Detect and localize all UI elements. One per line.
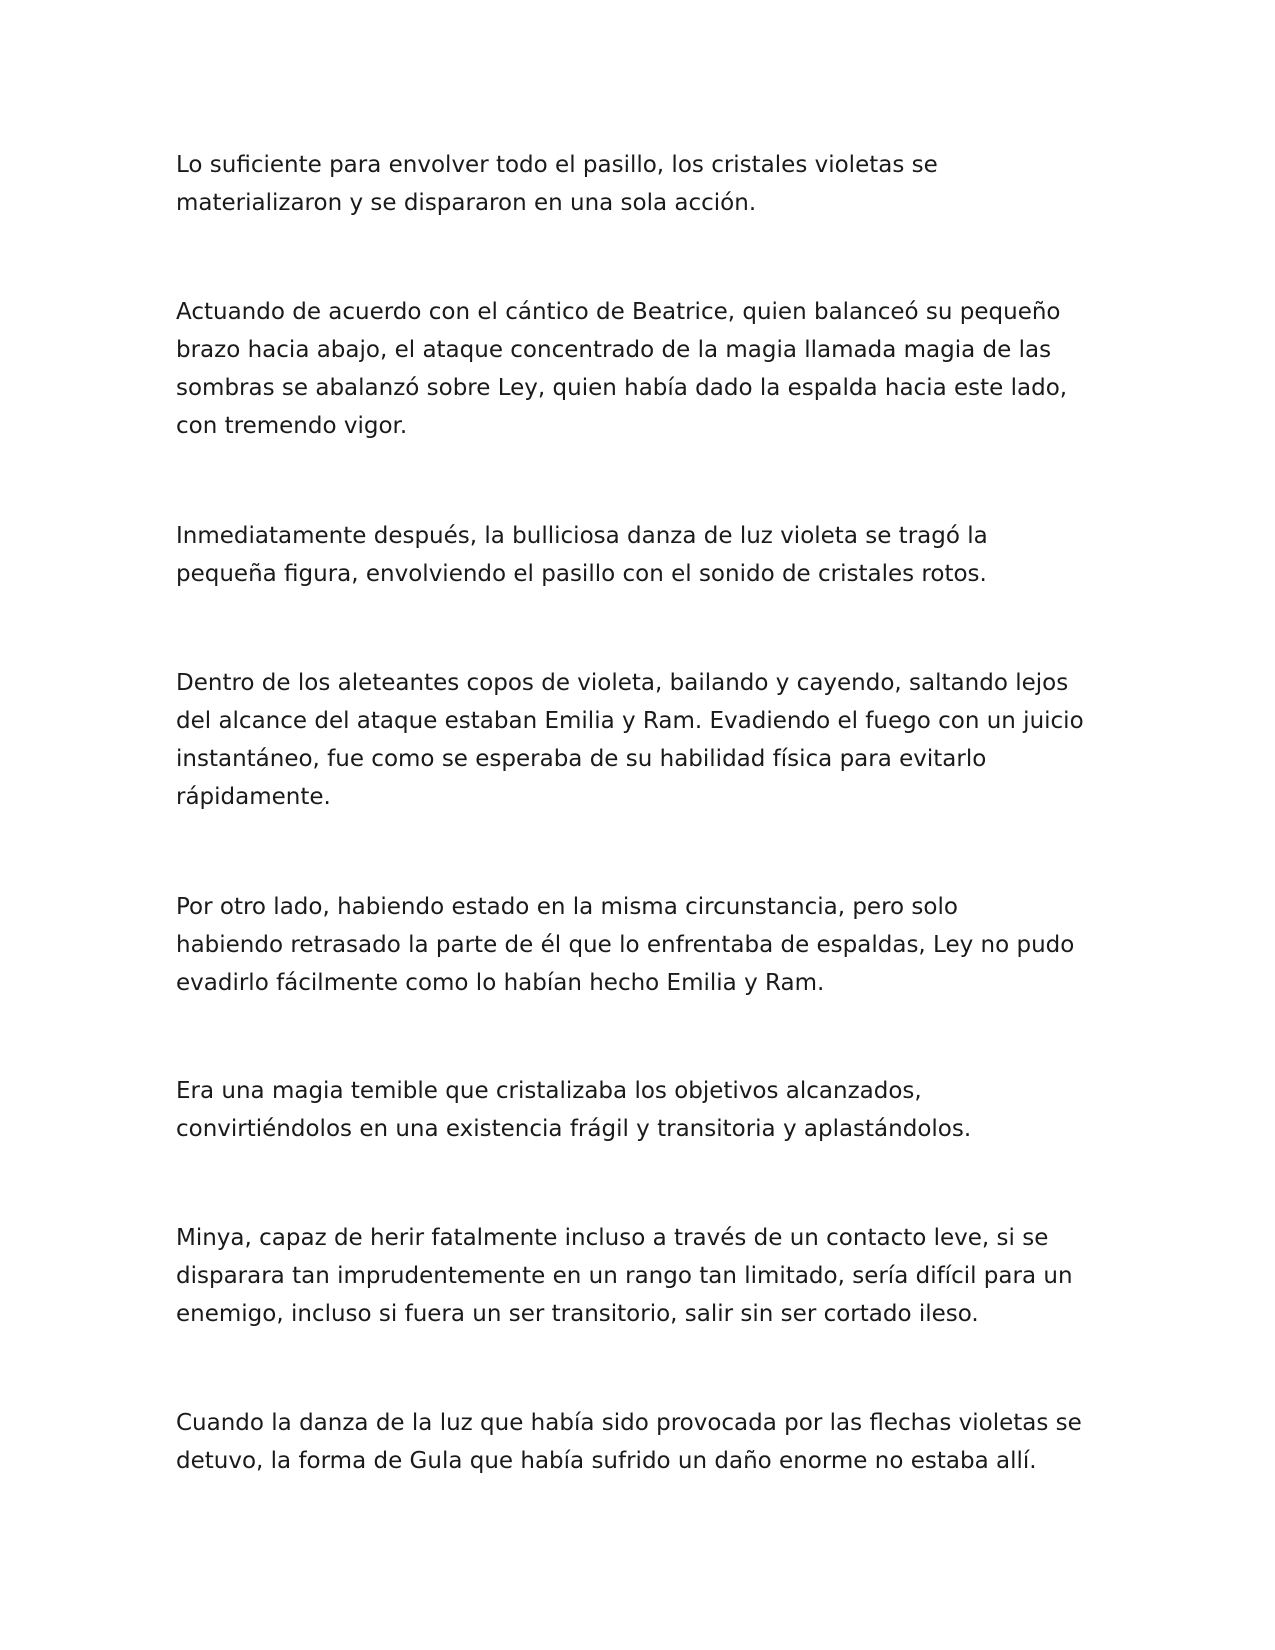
paragraph: Cuando la danza de la luz que había sido provocada por las flechas violetas se detuvo, la forma de Gula que había sufrido un daño enorme no estaba allí. xyxy=(176,1410,1082,1474)
paragraph: Minya, capaz de herir fatalmente incluso a través de un contacto leve, si se disparara tan imprudentemente en un rango tan limitado, sería difícil para un enemigo, incluso si fuera un ser transitorio, salir sin ser cortado ileso. xyxy=(176,1225,1073,1327)
paragraph: Era una magia temible que cristalizaba los objetivos alcanzados, convirtiéndolos en una existencia frágil y transitoria y aplastándolos. xyxy=(176,1078,972,1142)
paragraph: Dentro de los aleteantes copos de violeta, bailando y cayendo, saltando lejos del alcance del ataque estaban Emilia y Ram. Evadiendo el fuego con un juicio instantáneo, fue como se esperaba de su habilidad física para evitarlo rápidamente. xyxy=(176,670,1084,810)
paragraph: Lo suficiente para envolver todo el pasillo, los cristales violetas se materializaron y se dispararon en una sola acción. xyxy=(176,152,938,216)
paragraph: Por otro lado, habiendo estado en la misma circunstancia, pero solo habiendo retrasado la parte de él que lo enfrentaba de espaldas, Ley no pudo evadirlo fácilmente como lo habían hecho Emilia y Ram. xyxy=(176,894,1075,996)
paragraph: Actuando de acuerdo con el cántico de Beatrice, quien balanceó su pequeño brazo hacia abajo, el ataque concentrado de la magia llamada magia de las sombras se abalanzó sobre Ley, quien había dado la espalda hacia este lado, con tremendo vigor. xyxy=(176,299,1068,439)
paragraph: Inmediatamente después, la bulliciosa danza de luz violeta se tragó la pequeña figura, envolviendo el pasillo con el sonido de cristales rotos. xyxy=(176,523,988,587)
